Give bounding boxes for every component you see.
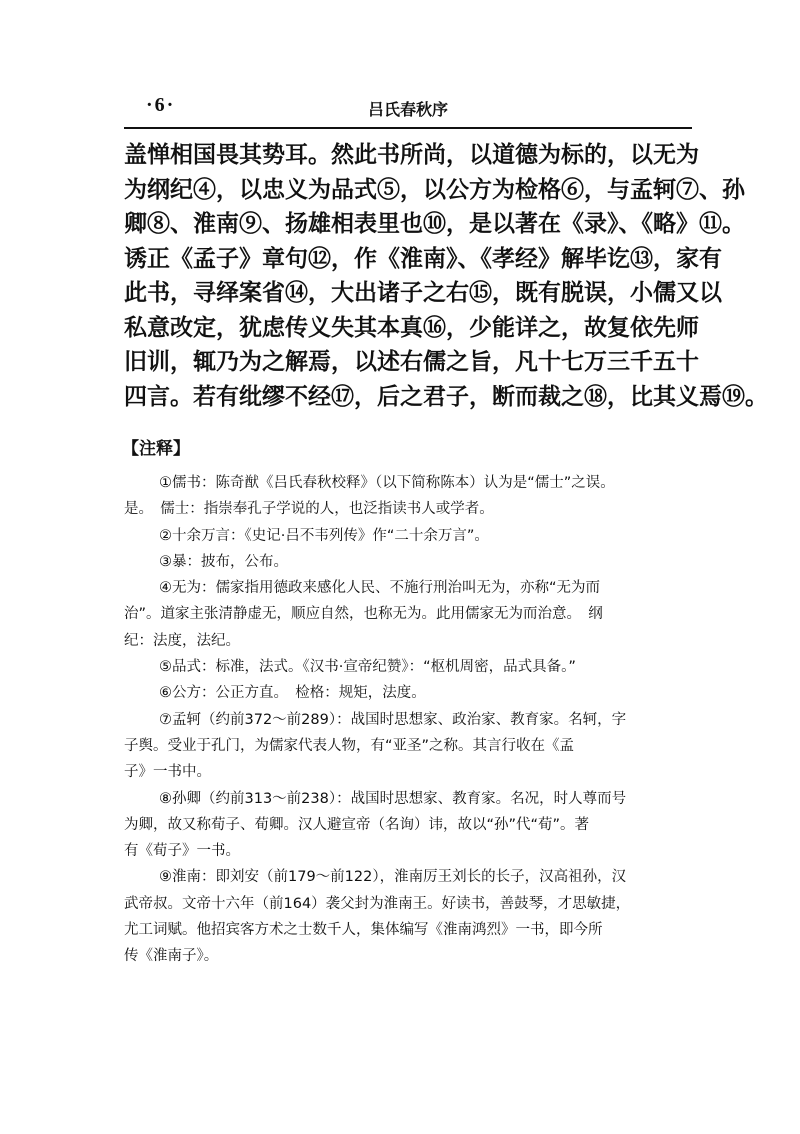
note-line: ⑤品式：标准，法式。《汉书·宣帝纪赞》：“枢机周密，品式具备。” xyxy=(159,659,576,676)
note-line: ④无为：儒家指用德政来感化人民、不施行刑治叫无为，亦称“无为而 xyxy=(159,580,601,597)
note-line: ③暴：披布，公布。 xyxy=(159,553,288,570)
note-line: 武帝叔。文帝十六年（前164）袭父封为淮南王。好读书，善鼓琴，才思敏捷， xyxy=(124,895,631,912)
note-line: 为卿，故又称荀子、荀卿。汉人避宣帝（名询）讳，故以“孙”代“荀”。著 xyxy=(124,816,590,833)
note-9 xyxy=(124,864,696,969)
note-line: ②十余万言：《史记·吕不韦列传》作“二十余万言”。 xyxy=(159,527,489,544)
note-6 xyxy=(124,680,696,706)
main-text-line: 盖惮相国畏其势耳。然此书所尚，以道德为标的，以无为 xyxy=(124,141,699,168)
notes-list xyxy=(124,470,696,970)
note-8 xyxy=(124,786,696,865)
note-line: ⑦孟轲（约前372～前289）：战国时思想家、政治家、教育家。名轲，字 xyxy=(159,711,627,728)
note-line: 子》一书中。 xyxy=(124,764,211,781)
main-text-line: 私意改定，犹虑传义失其本真⑯，少能详之，故复依先师 xyxy=(124,313,699,341)
running-title: 吕氏春秋序 xyxy=(367,100,448,119)
note-line: ⑨淮南：即刘安（前179～前122），淮南厉王刘长的长子，汉高祖孙，汉 xyxy=(159,869,627,886)
main-text-line: 为纲纪④，以忠义为品式⑤，以公方为检格⑥，与孟轲⑦、孙 xyxy=(124,175,745,203)
note-7 xyxy=(124,707,696,786)
note-3 xyxy=(124,549,696,575)
note-line: 有《荀子》一书。 xyxy=(124,843,240,860)
notes-heading: 【注释】 xyxy=(122,439,190,459)
main-text xyxy=(124,138,768,414)
note-line: ⑧孙卿（约前313～前238）：战国时思想家、教育家。名况，时人尊而号 xyxy=(159,790,627,807)
note-4 xyxy=(124,575,696,654)
note-line: 子舆。受业于孔门，为儒家代表人物，有“亚圣”之称。其言行收在《孟 xyxy=(124,737,575,754)
note-line: 尤工词赋。他招宾客方术之士数千人，集体编写《淮南鸿烈》一书，即今所 xyxy=(124,922,603,939)
note-line: ①儒书：陈奇猷《吕氏春秋校释》（以下简称陈本）认为是“儒士”之误。 xyxy=(159,475,615,491)
main-text-line: 四言。若有纰缪不经⑰，后之君子，断而裁之⑱，比其义焉⑲。 xyxy=(124,382,768,410)
note-line: 是。 儒士：指崇奉孔子学说的人，也泛指读书人或学者。 xyxy=(124,501,494,518)
note-1 xyxy=(124,470,696,523)
main-text-line: 此书，寻绎案省⑭，大出诸子之右⑮，既有脱误，小儒又以 xyxy=(124,279,722,306)
note-2 xyxy=(124,523,696,549)
main-text-line: 诱正《孟子》章句⑫，作《淮南》、《孝经》解毕讫⑬，家有 xyxy=(124,244,722,272)
note-5 xyxy=(124,654,696,680)
note-line: 治”。道家主张清静虚无，顺应自然，也称无为。此用儒家无为而治意。 纲 xyxy=(124,606,603,623)
note-line: 纪：法度，法纪。 xyxy=(124,632,240,649)
main-text-line: 旧训，辄乃为之解焉，以述右儒之旨，凡十七万三千五十 xyxy=(124,348,699,375)
page-header xyxy=(124,94,692,128)
page-number: ·6· xyxy=(146,94,176,116)
note-line: 传《淮南子》。 xyxy=(124,948,219,965)
note-line: ⑥公方：公正方直。 检格：规矩，法度。 xyxy=(159,685,426,702)
header-rule xyxy=(124,127,692,129)
main-text-line: 卿⑧、淮南⑨、扬雄相表里也⑩，是以著在《录》、《略》⑪。 xyxy=(124,210,745,237)
